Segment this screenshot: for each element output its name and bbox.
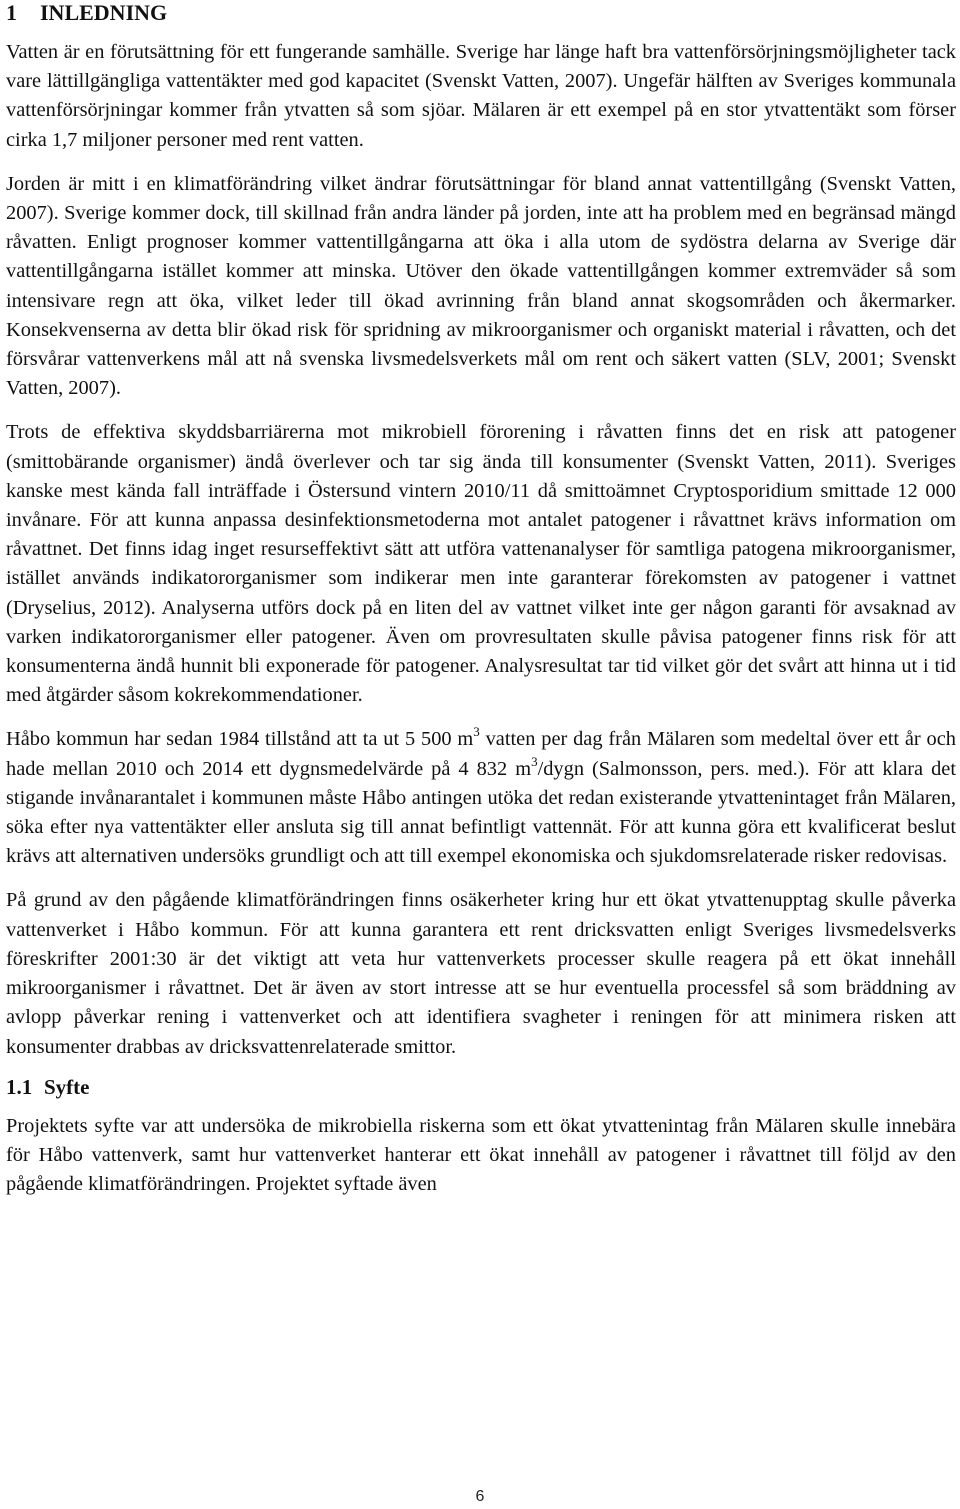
paragraph-climate: Jorden är mitt i en klimatförändring vilket ändrar förutsättningar för bland annat vattentillgång (Svenskt Vatten, 2007). Sverige kommer dock, till skillnad från andra länder på jorden, inte att ha problem med en begränsad mängd råvatten. Enligt prognoser kommer vattentillgångarna att öka i alla utom de sydöstra delarna av Sverige där vattentillgångarna istället kommer att minska. Utöver den ökade vattentillgången kommer extremväder så som intensivare regn att öka, vilket leder till ökad avrinning från bland annat skogsområden och åkermarker. Konsekvenserna av detta blir ökad risk för spridning av mikroorganismer och organiskt material i råvatten, och det försvårar vattenverkens mål att nå svenska livsmedelsverkets mål om rent och säkert vatten (SLV, 2001; Svenskt Vatten, 2007). [6, 172, 956, 400]
section-heading [6, 0, 956, 26]
habo-text-part1: Håbo kommun har sedan 1984 tillstånd att ta ut 5 500 m [6, 728, 474, 751]
paragraph-intro: Vatten är en förutsättning för ett fungerande samhälle. Sverige har länge haft bra vattenförsörjningsmöjligheter tack vare lättillgängliga vattentäkter med god kapacitet (Svenskt Vatten, 2007). Ungefär hälften av Sveriges kommunala vattenförsörjningar kommer från ytvatten så som sjöar. Mälaren är ett exempel på en stor ytvattentäkt som förser cirka 1,7 miljoner personer med rent vatten. [6, 41, 956, 151]
section-title: INLEDNING [40, 0, 168, 25]
paragraph-syfte: Projektets syfte var att undersöka de mikrobiella riskerna som ett ökat ytvattenintag från Mälaren skulle innebära för Håbo vattenverk, samt hur vattenverket hanterar ett ökat innehåll av patogener i råvattnet till följd av den pågående klimatförändringen. Projektet syftade även [6, 1114, 956, 1196]
subsection-heading [6, 1074, 956, 1100]
page-number: 6 [475, 1488, 485, 1505]
paragraph-pathogens: Trots de effektiva skyddsbarriärerna mot mikrobiell förorening i råvatten finns det en risk att patogener (smittobärande organismer) ändå överlever och tar sig ända till konsumenter (Svenskt Vatten, 2011). Sveriges kanske mest kända fall inträffade i Östersund vintern 2010/11 då smittoämnet Cryptosporidium smittade 12 000 invånare. För att kunna anpassa desinfektionsmetoderna mot antalet patogener i råvattnet krävs information om råvattnet. Det finns idag inget resurseffektivt sätt att utföra vattenanalyser för samtliga patogena mikroorganismer, istället används indikatororganismer som indikerar men inte garanterar förekomsten av patogener i vattnet (Dryselius, 2012). Analyserna utförs dock på en liten del av vattnet vilket inte ger någon garanti för avsaknad av varken indikatororganismer eller patogener. Även om provresultaten skulle påvisa patogener finns risk för att konsumenterna ändå hunnit bli exponerade för patogener. Analysresultat tar tid vilket gör det svårt att hinna ut i tid med åtgärder såsom kokrekommendationer. [6, 421, 956, 707]
section-number: 1 [6, 0, 17, 25]
subsection-number: 1.1 [6, 1074, 33, 1099]
habo-text-part3: /dygn (Salmonsson, pers. med.). För att klara det stigande invånarantalet i kommunen måste Håbo antingen utöka det redan existerande ytvattenintaget från Mälaren, söka efter nya vattentäkter eller ansluta sig till annat befintligt vattennät. För att kunna göra ett kvalificerat beslut krävs att alternativen undersöks grundligt och att till exempel ekonomiska och sjukdomsrelaterade risker redovisas. [6, 757, 956, 868]
document-page [6, 0, 956, 1199]
superscript-3: 3 [531, 753, 538, 769]
subsection-title: Syfte [44, 1074, 90, 1099]
superscript-3: 3 [473, 724, 480, 740]
paragraph-closing: På grund av den pågående klimatförändringen finns osäkerheter kring hur ett ökat ytvattenupptag skulle påverka vattenverket i Håbo kommun. För att kunna garantera ett rent dricksvatten enligt Sveriges livsmedelsverks föreskrifter 2001:30 är det viktigt att veta hur vattenverkets processer skulle reagera på ett ökat innehåll mikroorganismer i råvattnet. Det är även av stort intresse att se hur eventuella processfel så som bräddning av avlopp påverkar rening i vattenverket och att identifiera svagheter i reningen för att minimera risken att konsumenter drabbas av dricksvattenrelaterade smittor. [6, 889, 956, 1058]
paragraph-habo [6, 725, 956, 871]
habo-text-part2: vatten per dag från Mälaren som medeltal över ett år och hade mellan 2010 och 2014 ett dygnsmedelvärde på 4 832 m [6, 728, 956, 780]
